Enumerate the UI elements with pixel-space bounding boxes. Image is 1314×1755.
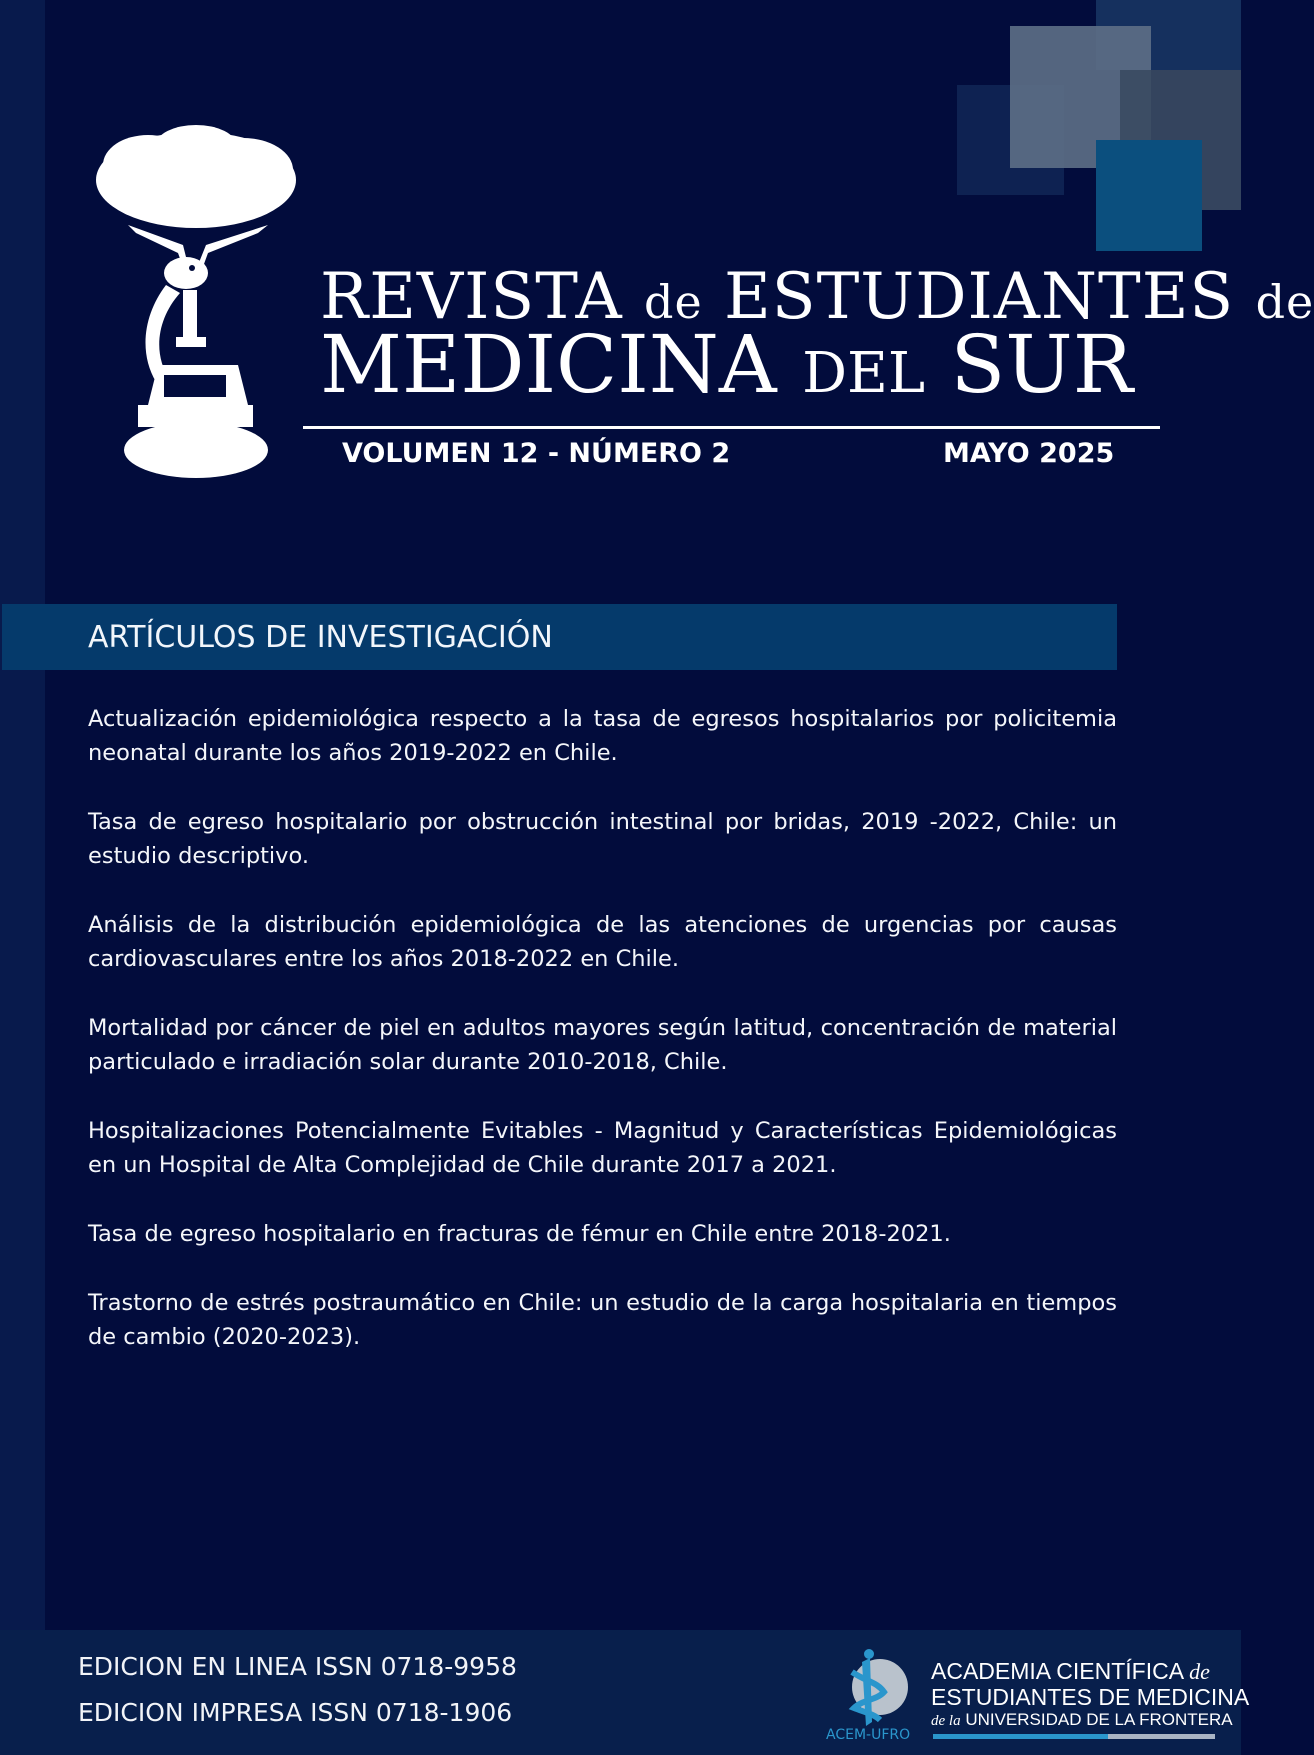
academy-line1 bbox=[931, 1658, 1210, 1685]
title-word-medicina: MEDICINA bbox=[320, 318, 777, 411]
title-word-estudiantes: ESTUDIANTES bbox=[724, 260, 1235, 334]
journal-title-line2 bbox=[320, 318, 1170, 417]
issue-date: MAYO 2025 bbox=[943, 438, 1115, 469]
title-word-de: de bbox=[644, 275, 703, 329]
article-item: Análisis de la distribución epidemiológica de las atenciones de urgencias por causas cardiovasculares entre los años 2018-2022 en Chile. bbox=[88, 912, 1117, 972]
article-item: Hospitalizaciones Potencialmente Evitables - Magnitud y Características Epidemiológicas en un Hospital de Alta Complejidad de Chile durante 2017 a 2021. bbox=[88, 1118, 1117, 1178]
academy-line1-text: ACADEMIA CIENTÍFICA bbox=[931, 1658, 1183, 1684]
footer bbox=[0, 1630, 1250, 1755]
section-title: ARTÍCULOS DE INVESTIGACIÓN bbox=[88, 620, 553, 655]
academy-line3-italic: de la bbox=[931, 1713, 961, 1729]
academy-line3 bbox=[931, 1710, 1233, 1730]
volume-number: VOLUMEN 12 - NÚMERO 2 bbox=[342, 438, 731, 469]
article-item: Tasa de egreso hospitalario por obstrucción intestinal por bridas, 2019 -2022, Chile: un estudio descriptivo. bbox=[88, 809, 1117, 869]
section-header-bar bbox=[2, 604, 1117, 670]
academy-underline-accent bbox=[933, 1734, 1108, 1739]
issn-print: EDICION IMPRESA ISSN 0718-1906 bbox=[78, 1698, 513, 1727]
decor-square bbox=[1096, 140, 1202, 251]
academy-line3-text: UNIVERSIDAD DE LA FRONTERA bbox=[965, 1710, 1233, 1729]
caduceus-globe-icon bbox=[822, 1642, 922, 1740]
article-item: Mortalidad por cáncer de piel en adultos mayores según latitud, concentración de material particulado e irradiación solar durante 2010-2018, Chile. bbox=[88, 1015, 1117, 1075]
academy-line2: ESTUDIANTES DE MEDICINA bbox=[931, 1684, 1250, 1710]
article-item: Trastorno de estrés postraumático en Chile: un estudio de la carga hospitalaria en tiempos de cambio (2020-2023). bbox=[88, 1290, 1117, 1350]
article-list bbox=[88, 702, 1117, 1389]
academy-line1-italic: de bbox=[1189, 1659, 1210, 1684]
title-word-de-2: de bbox=[1255, 275, 1314, 329]
title-word-del: DEL bbox=[802, 341, 926, 406]
tree-microscope-icon bbox=[88, 125, 303, 480]
title-word-sur: SUR bbox=[950, 318, 1133, 411]
acem-label: ACEM-UFRO bbox=[826, 1727, 911, 1743]
left-side-band bbox=[0, 0, 45, 1630]
article-item: Tasa de egreso hospitalario en fracturas de fémur en Chile entre 2018-2021. bbox=[88, 1221, 951, 1247]
issn-online: EDICION EN LINEA ISSN 0718-9958 bbox=[78, 1652, 517, 1681]
title-rule bbox=[303, 426, 1160, 429]
article-item: Actualización epidemiológica respecto a la tasa de egresos hospitalarios por policitemia neonatal durante los años 2019-2022 en Chile. bbox=[88, 706, 1117, 766]
title-word-revista: REVISTA bbox=[320, 260, 623, 334]
